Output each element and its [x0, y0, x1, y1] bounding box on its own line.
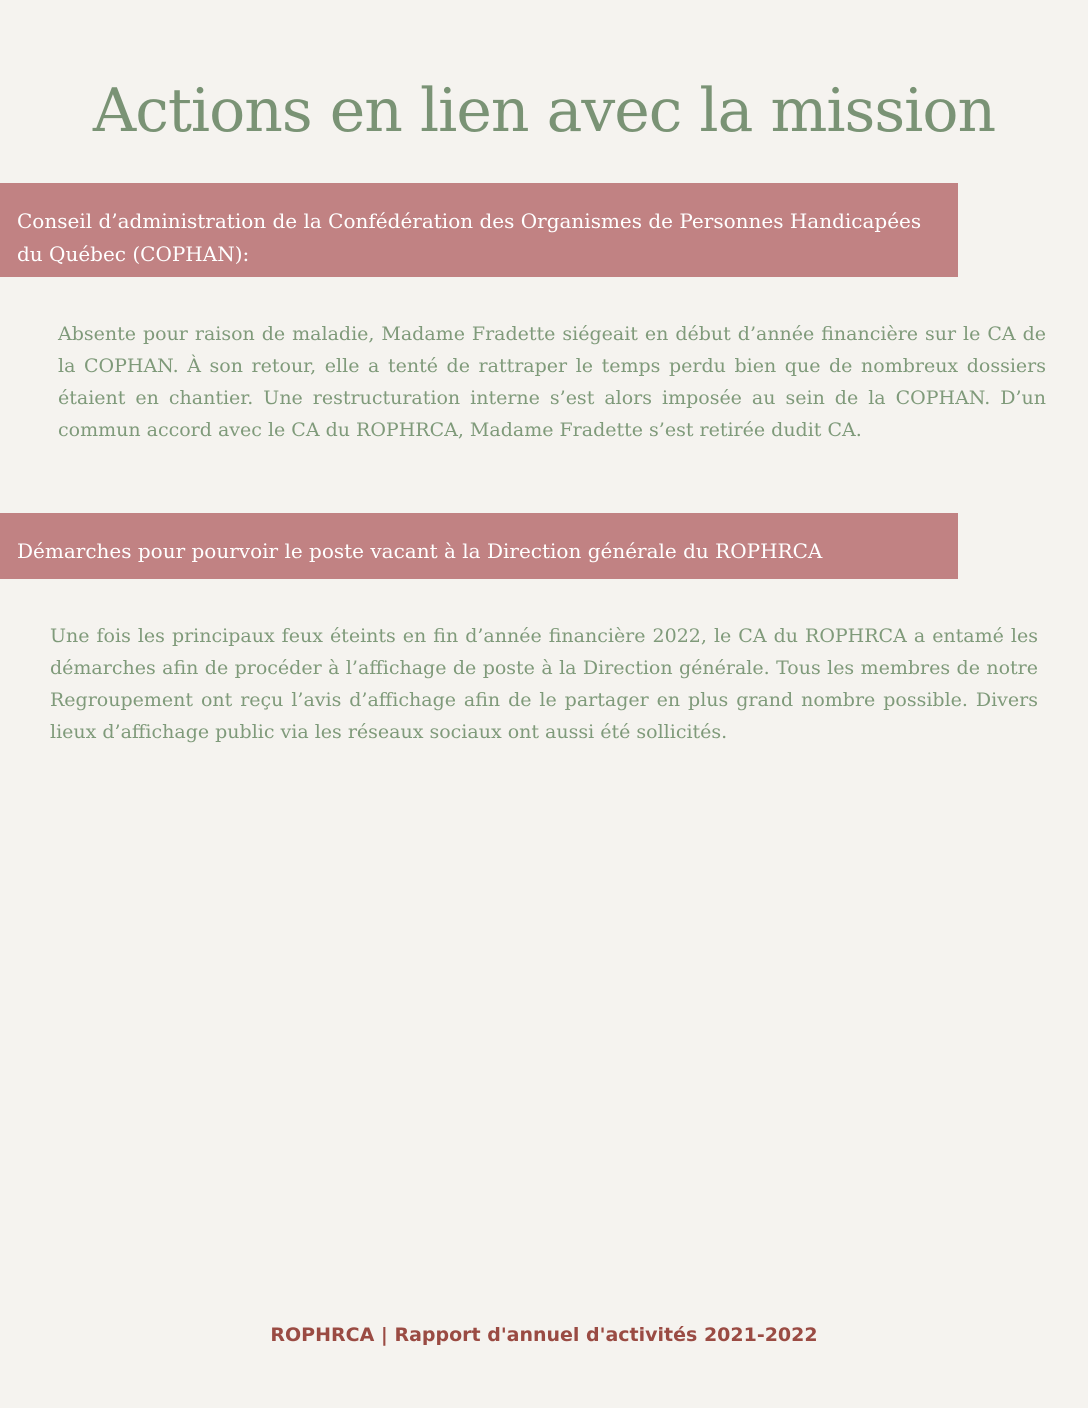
page-title: Actions en lien avec la mission: [92, 76, 996, 146]
section-body-direction-generale: Une fois les principaux feux éteints en fin d’année financière 2022, le CA du ROPHRCA a entamé les démarches afin de procéder à l’affichage de poste à la Direction générale. Tous les membres de notre Regroupement ont reçu l’avis d’affichage afin de le partager en plus grand nombre possible. Divers lieux d’affichage public via les réseaux sociaux ont aussi été sollicités.: [50, 625, 1038, 743]
section-heading-cophan: [0, 183, 958, 277]
section-heading-text: Conseil d’administration de la Confédération des Organismes de Personnes Handicapées du Québec (COPHAN):: [17, 209, 922, 266]
section-heading-text: Démarches pour pourvoir le poste vacant à la Direction générale du ROPHRCA: [17, 539, 823, 563]
page-footer: ROPHRCA | Rapport d'annuel d'activités 2021-2022: [270, 1324, 818, 1346]
section-body-cophan: Absente pour raison de maladie, Madame Fradette siégeait en début d’année financière sur le CA de la COPHAN. À son retour, elle a tenté de rattraper le temps perdu bien que de nombreux dossiers étaient en chantier. Une restructuration interne s’est alors imposée au sein de la COPHAN. D’un commun accord avec le CA du ROPHRCA, Madame Fradette s’est retirée dudit CA.: [58, 323, 1046, 441]
section-heading-direction-generale: [0, 513, 958, 579]
